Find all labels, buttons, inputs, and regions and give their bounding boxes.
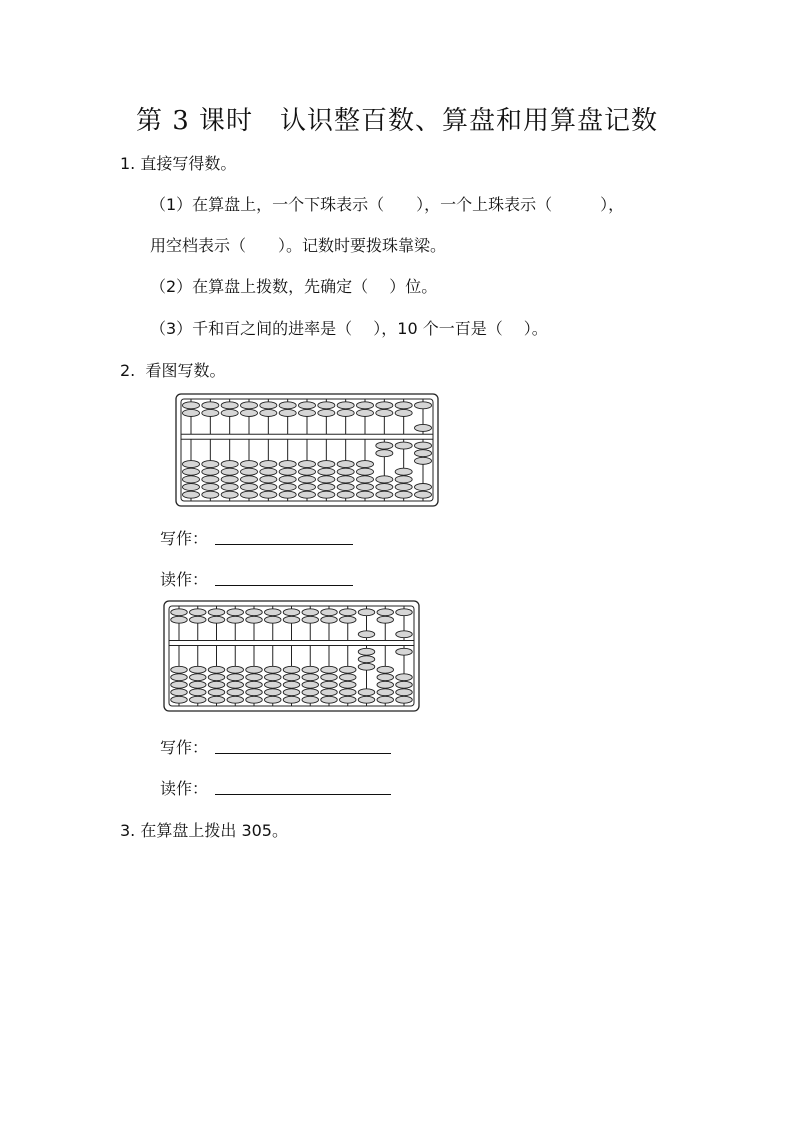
abacus-lower-bead	[337, 468, 354, 475]
abacus-lower-bead	[377, 674, 394, 681]
abacus-lower-bead	[377, 696, 394, 703]
abacus-upper-bead	[240, 409, 257, 416]
question-2-heading: 2. 看图写数。	[120, 361, 226, 380]
abacus-upper-bead	[302, 609, 319, 616]
question-3-heading: 3. 在算盘上拨出 305。	[120, 821, 288, 840]
abacus-lower-bead	[240, 476, 257, 483]
abacus-lower-bead	[202, 468, 219, 475]
abacus-lower-bead	[358, 696, 375, 703]
abacus-lower-bead	[340, 689, 357, 696]
abacus-lower-bead	[377, 689, 394, 696]
abacus-lower-bead	[182, 476, 199, 483]
abacus-beam	[169, 641, 414, 646]
abacus-lower-bead	[302, 674, 319, 681]
abacus-upper-bead	[283, 616, 300, 623]
abacus-upper-bead	[337, 402, 354, 409]
abacus-lower-bead	[395, 484, 412, 491]
abacus-upper-bead	[395, 402, 412, 409]
abacus-lower-bead	[279, 476, 296, 483]
abacus-lower-bead	[283, 689, 300, 696]
abacus-lower-bead	[376, 450, 393, 457]
abacus-lower-bead	[340, 674, 357, 681]
abacus-upper-bead	[358, 631, 375, 638]
abacus-lower-bead	[321, 681, 338, 688]
abacus-lower-bead	[221, 476, 238, 483]
abacus-lower-bead	[396, 681, 413, 688]
abacus-lower-bead	[376, 476, 393, 483]
abacus-lower-bead	[318, 476, 335, 483]
abacus-lower-bead	[171, 689, 188, 696]
abacus-lower-bead	[190, 674, 207, 681]
abacus-lower-bead	[283, 666, 300, 673]
abacus-lower-bead	[202, 461, 219, 468]
abacus-lower-bead	[337, 484, 354, 491]
abacus-upper-bead	[356, 402, 373, 409]
abacus-lower-bead	[265, 674, 282, 681]
abacus-lower-bead	[221, 491, 238, 498]
abacus-lower-bead	[414, 450, 431, 457]
abacus-upper-bead	[321, 609, 338, 616]
page-title: 第 3 课时 认识整百数、算盘和用算盘记数	[135, 106, 659, 136]
abacus-lower-bead	[358, 663, 375, 670]
abacus-lower-bead	[337, 461, 354, 468]
abacus-upper-bead	[283, 609, 300, 616]
abacus-lower-bead	[356, 468, 373, 475]
abacus-lower-bead	[260, 491, 277, 498]
abacus-lower-bead	[395, 491, 412, 498]
abacus-lower-bead	[302, 681, 319, 688]
abacus-lower-bead	[414, 457, 431, 464]
abacus-lower-bead	[279, 461, 296, 468]
abacus-upper-bead	[208, 616, 225, 623]
abacus-lower-bead	[318, 491, 335, 498]
abacus-upper-bead	[396, 631, 413, 638]
abacus-upper-bead	[202, 402, 219, 409]
abacus-lower-bead	[208, 674, 225, 681]
abacus-upper-bead	[265, 609, 282, 616]
abacus-upper-bead	[321, 616, 338, 623]
abacus-lower-bead	[182, 461, 199, 468]
abacus-lower-bead	[260, 484, 277, 491]
abacus-lower-bead	[221, 484, 238, 491]
abacus-lower-bead	[221, 461, 238, 468]
abacus-upper-bead	[356, 409, 373, 416]
abacus-lower-bead	[396, 648, 413, 655]
abacus-lower-bead	[340, 696, 357, 703]
abacus-upper-bead	[396, 609, 413, 616]
abacus-figure-1	[175, 393, 439, 507]
abacus-lower-bead	[171, 681, 188, 688]
question-1-part-2: （2）在算盘上拨数，先确定（ ）位。	[150, 277, 438, 296]
write-answer-line-1[interactable]	[215, 544, 353, 545]
read-answer-line-1[interactable]	[215, 585, 353, 586]
abacus-lower-bead	[265, 666, 282, 673]
abacus-lower-bead	[318, 461, 335, 468]
abacus-upper-bead	[221, 402, 238, 409]
abacus-lower-bead	[182, 468, 199, 475]
question-1-heading: 1. 直接写得数。	[120, 154, 237, 173]
abacus-upper-bead	[190, 616, 207, 623]
abacus-lower-bead	[182, 484, 199, 491]
abacus-lower-bead	[283, 696, 300, 703]
abacus-upper-bead	[190, 609, 207, 616]
abacus-lower-bead	[240, 484, 257, 491]
abacus-upper-bead	[395, 409, 412, 416]
abacus-lower-bead	[414, 484, 431, 491]
abacus-upper-bead	[208, 609, 225, 616]
abacus-lower-bead	[298, 476, 315, 483]
abacus-upper-bead	[182, 409, 199, 416]
abacus-lower-bead	[171, 666, 188, 673]
abacus-lower-bead	[202, 491, 219, 498]
abacus-lower-bead	[265, 681, 282, 688]
abacus-lower-bead	[337, 476, 354, 483]
abacus-lower-bead	[376, 484, 393, 491]
abacus-lower-bead	[395, 468, 412, 475]
abacus-upper-bead	[227, 609, 244, 616]
abacus-lower-bead	[246, 681, 263, 688]
abacus-upper-bead	[265, 616, 282, 623]
abacus-lower-bead	[190, 666, 207, 673]
abacus-lower-bead	[221, 468, 238, 475]
abacus-upper-bead	[171, 609, 188, 616]
abacus-upper-bead	[377, 609, 394, 616]
abacus-upper-bead	[340, 616, 357, 623]
abacus-lower-bead	[302, 689, 319, 696]
abacus-lower-bead	[356, 461, 373, 468]
abacus-figure-2	[163, 600, 420, 712]
abacus-upper-bead	[318, 402, 335, 409]
write-answer-line-2[interactable]	[215, 753, 391, 754]
abacus-lower-bead	[376, 491, 393, 498]
abacus-lower-bead	[395, 476, 412, 483]
abacus-lower-bead	[358, 656, 375, 663]
abacus-upper-bead	[260, 409, 277, 416]
abacus-upper-bead	[358, 609, 375, 616]
abacus-lower-bead	[414, 442, 431, 449]
abacus-lower-bead	[298, 491, 315, 498]
abacus-lower-bead	[414, 491, 431, 498]
abacus-lower-bead	[240, 468, 257, 475]
abacus-lower-bead	[377, 681, 394, 688]
abacus-lower-bead	[395, 442, 412, 449]
abacus-lower-bead	[227, 689, 244, 696]
abacus-lower-bead	[279, 484, 296, 491]
abacus-lower-bead	[283, 681, 300, 688]
abacus-lower-bead	[321, 666, 338, 673]
read-label-1: 读作：	[160, 570, 209, 589]
abacus-lower-bead	[240, 461, 257, 468]
abacus-lower-bead	[279, 491, 296, 498]
abacus-upper-bead	[298, 402, 315, 409]
abacus-lower-bead	[208, 689, 225, 696]
abacus-lower-bead	[376, 442, 393, 449]
abacus-lower-bead	[171, 696, 188, 703]
abacus-upper-bead	[377, 616, 394, 623]
abacus-lower-bead	[318, 468, 335, 475]
abacus-lower-bead	[302, 666, 319, 673]
abacus-lower-bead	[340, 666, 357, 673]
abacus-lower-bead	[260, 468, 277, 475]
write-label-1: 写作：	[160, 529, 209, 548]
abacus-lower-bead	[298, 468, 315, 475]
abacus-lower-bead	[318, 484, 335, 491]
abacus-lower-bead	[240, 491, 257, 498]
abacus-lower-bead	[246, 674, 263, 681]
abacus-upper-bead	[279, 402, 296, 409]
abacus-lower-bead	[190, 696, 207, 703]
abacus-upper-bead	[414, 424, 431, 431]
abacus-lower-bead	[208, 681, 225, 688]
abacus-lower-bead	[302, 696, 319, 703]
abacus-lower-bead	[202, 484, 219, 491]
abacus-upper-bead	[337, 409, 354, 416]
abacus-lower-bead	[202, 476, 219, 483]
abacus-lower-bead	[182, 491, 199, 498]
abacus-lower-bead	[396, 696, 413, 703]
abacus-upper-bead	[279, 409, 296, 416]
abacus-lower-bead	[321, 696, 338, 703]
question-1-part-1-line-2: 用空档表示（ ）。记数时要拨珠靠梁。	[150, 236, 447, 255]
abacus-lower-bead	[358, 648, 375, 655]
abacus-lower-bead	[337, 491, 354, 498]
abacus-upper-bead	[414, 402, 431, 409]
abacus-lower-bead	[171, 674, 188, 681]
abacus-lower-bead	[298, 484, 315, 491]
abacus-lower-bead	[246, 696, 263, 703]
abacus-upper-bead	[302, 616, 319, 623]
abacus-lower-bead	[356, 476, 373, 483]
abacus-lower-bead	[227, 674, 244, 681]
abacus-upper-bead	[298, 409, 315, 416]
question-1-part-3: （3）千和百之间的进率是（ ），10 个一百是（ ）。	[150, 319, 548, 338]
abacus-upper-bead	[246, 616, 263, 623]
abacus-lower-bead	[321, 689, 338, 696]
abacus-beam	[181, 434, 433, 439]
abacus-upper-bead	[318, 409, 335, 416]
abacus-lower-bead	[208, 666, 225, 673]
abacus-lower-bead	[283, 674, 300, 681]
abacus-upper-bead	[227, 616, 244, 623]
abacus-lower-bead	[190, 689, 207, 696]
abacus-upper-bead	[240, 402, 257, 409]
abacus-lower-bead	[265, 696, 282, 703]
abacus-upper-bead	[182, 402, 199, 409]
abacus-lower-bead	[208, 696, 225, 703]
abacus-lower-bead	[356, 491, 373, 498]
abacus-upper-bead	[171, 616, 188, 623]
abacus-lower-bead	[260, 476, 277, 483]
abacus-lower-bead	[279, 468, 296, 475]
abacus-upper-bead	[202, 409, 219, 416]
read-answer-line-2[interactable]	[215, 794, 391, 795]
abacus-lower-bead	[246, 689, 263, 696]
abacus-lower-bead	[356, 484, 373, 491]
abacus-upper-bead	[260, 402, 277, 409]
abacus-lower-bead	[265, 689, 282, 696]
abacus-lower-bead	[260, 461, 277, 468]
abacus-upper-bead	[246, 609, 263, 616]
abacus-upper-bead	[376, 409, 393, 416]
abacus-lower-bead	[321, 674, 338, 681]
question-1-part-1-line-1: （1）在算盘上，一个下珠表示（ ），一个上珠表示（ ），	[150, 195, 625, 214]
abacus-lower-bead	[246, 666, 263, 673]
abacus-upper-bead	[221, 409, 238, 416]
read-label-2: 读作：	[160, 779, 209, 798]
abacus-upper-bead	[340, 609, 357, 616]
abacus-lower-bead	[396, 674, 413, 681]
abacus-lower-bead	[190, 681, 207, 688]
abacus-lower-bead	[227, 681, 244, 688]
abacus-lower-bead	[358, 689, 375, 696]
abacus-upper-bead	[376, 402, 393, 409]
abacus-lower-bead	[298, 461, 315, 468]
abacus-lower-bead	[227, 666, 244, 673]
abacus-lower-bead	[396, 689, 413, 696]
write-label-2: 写作：	[160, 738, 209, 757]
abacus-lower-bead	[377, 666, 394, 673]
abacus-lower-bead	[340, 681, 357, 688]
abacus-lower-bead	[227, 696, 244, 703]
